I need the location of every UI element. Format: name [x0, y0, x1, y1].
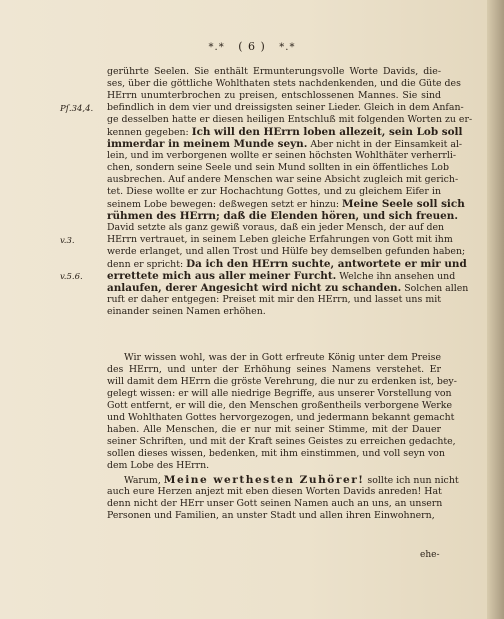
header-ornament-right: *.*: [279, 42, 296, 53]
text-line: ses, über die göttliche Wohlthaten stets nachdenkenden, und die Güte des: [107, 78, 461, 89]
text-line: befindlich in dem vier und dreissigsten seiner Lieder. Gleich in dem Anfan-: [107, 102, 464, 113]
text-line: rühmen des HErrn; daß die Elenden hören, und sich freuen.: [107, 210, 458, 222]
text-line: haben. Alle Menschen, die er nur mit seiner Stimme, mit der Dauer: [107, 424, 441, 435]
text-line: ruft er daher entgegen: Preiset mit mir den HErrn, und lasset uns mit: [107, 294, 441, 305]
text-line: errettete mich aus aller meiner Furcht. Welche ihn ansehen und: [107, 270, 456, 282]
text-line: tet. Diese wollte er zur Hochachtung Gottes, und zu gleichem Eifer in: [107, 186, 441, 197]
text-line: einander seinen Namen erhöhen.: [107, 306, 266, 317]
text-line: ge desselben hatte er diesen heiligen Entschluß mit folgenden Worten zu er-: [107, 114, 473, 125]
text-line: Wir wissen wohl, was der in Gott erfreute König unter dem Preise: [124, 352, 441, 363]
text-line: sollen dieses wissen, bedenken, mit ihm einstimmen, und voll seyn von: [107, 448, 445, 459]
text-line: kennen gegeben: Ich will den HErrn loben allezeit, sein Lob soll: [107, 126, 463, 138]
text-line: Personen und Familien, an unster Stadt und allen ihren Einwohnern,: [107, 510, 435, 521]
text-line: seinem Lobe bewegen: deßwegen setzt er hinzu: Meine Seele soll sich: [107, 198, 465, 210]
page-header: [0, 40, 504, 53]
text-line: dem Lobe des HErrn.: [107, 460, 210, 471]
text-line: gerührte Seelen. Sie enthält Ermunterungsvolle Worte Davids, die-: [107, 66, 441, 77]
text-line: gelegt wissen: er will alle niedrige Begriffe, aus unserer Vorstellung von: [107, 388, 452, 399]
catchword: ehe-: [420, 550, 440, 560]
text-line: immerdar in meinem Munde seyn. Aber nicht in der Einsamkeit al-: [107, 138, 463, 150]
margin-note-psalm: Pſ.34,4.: [60, 104, 94, 114]
text-line: anlaufen, derer Angesicht wird nicht zu schanden. Solchen allen: [107, 282, 469, 294]
text-line: denn er spricht: Da ich den HErrn suchte, antwortete er mir und: [107, 258, 467, 270]
text-line: seiner Schriften, und mit der Kraft seines Geistes zu erreichen gedachte,: [107, 436, 456, 447]
text-line: denn nicht der HErr unser Gott seinen Namen auch an uns, an unsern: [107, 498, 443, 509]
text-line: chen, sondern seine Seele und sein Mund sollten in ein öffentliches Lob: [107, 162, 449, 173]
header-ornament-left: *.*: [208, 42, 225, 53]
margin-note-v3: v.3.: [60, 236, 75, 246]
text-line: lein, und im verborgenen wollte er seinen höchsten Wohlthäter verherrli-: [107, 150, 457, 161]
page-edge: [487, 0, 504, 619]
text-line: ausbrechen. Auf andere Menschen war seine Absicht zugleich mit gerich-: [107, 174, 459, 185]
text-line: will damit dem HErrn die gröste Verehrung, die nur zu erdenken ist, bey-: [107, 376, 457, 387]
text-line: HErrn vertrauet, in seinem Leben gleiche Erfahrungen von Gott mit ihm: [107, 234, 453, 245]
margin-note-v5-6: v.5.6.: [60, 272, 83, 282]
text-line: des HErrn, und unter der Erhöhung seines Namens verstehet. Er: [107, 364, 441, 375]
text-line: HErrn unumterbrochen zu preisen, entschlossenen Mannes. Sie sind: [107, 90, 441, 101]
text-line: werde erlanget, und allen Trost und Hülfe bey demselben gefunden haben;: [107, 246, 466, 257]
text-line: David setzte als ganz gewiß voraus, daß ein jeder Mensch, der auf den: [107, 222, 445, 233]
page-number: ( 6 ): [238, 40, 266, 53]
text-line: Warum, Meine werthesten Zuhörer! sollte ich nun nicht: [124, 474, 459, 486]
text-line: Gott entfernt, er will die, den Menschen großentheils verborgene Werke: [107, 400, 453, 411]
text-line: auch eure Herzen anjezt mit eben diesen Worten Davids anreden! Hat: [107, 486, 442, 497]
text-line: und Wohlthaten Gottes hervorgezogen, und jedermann bekannt gemacht: [107, 412, 455, 423]
